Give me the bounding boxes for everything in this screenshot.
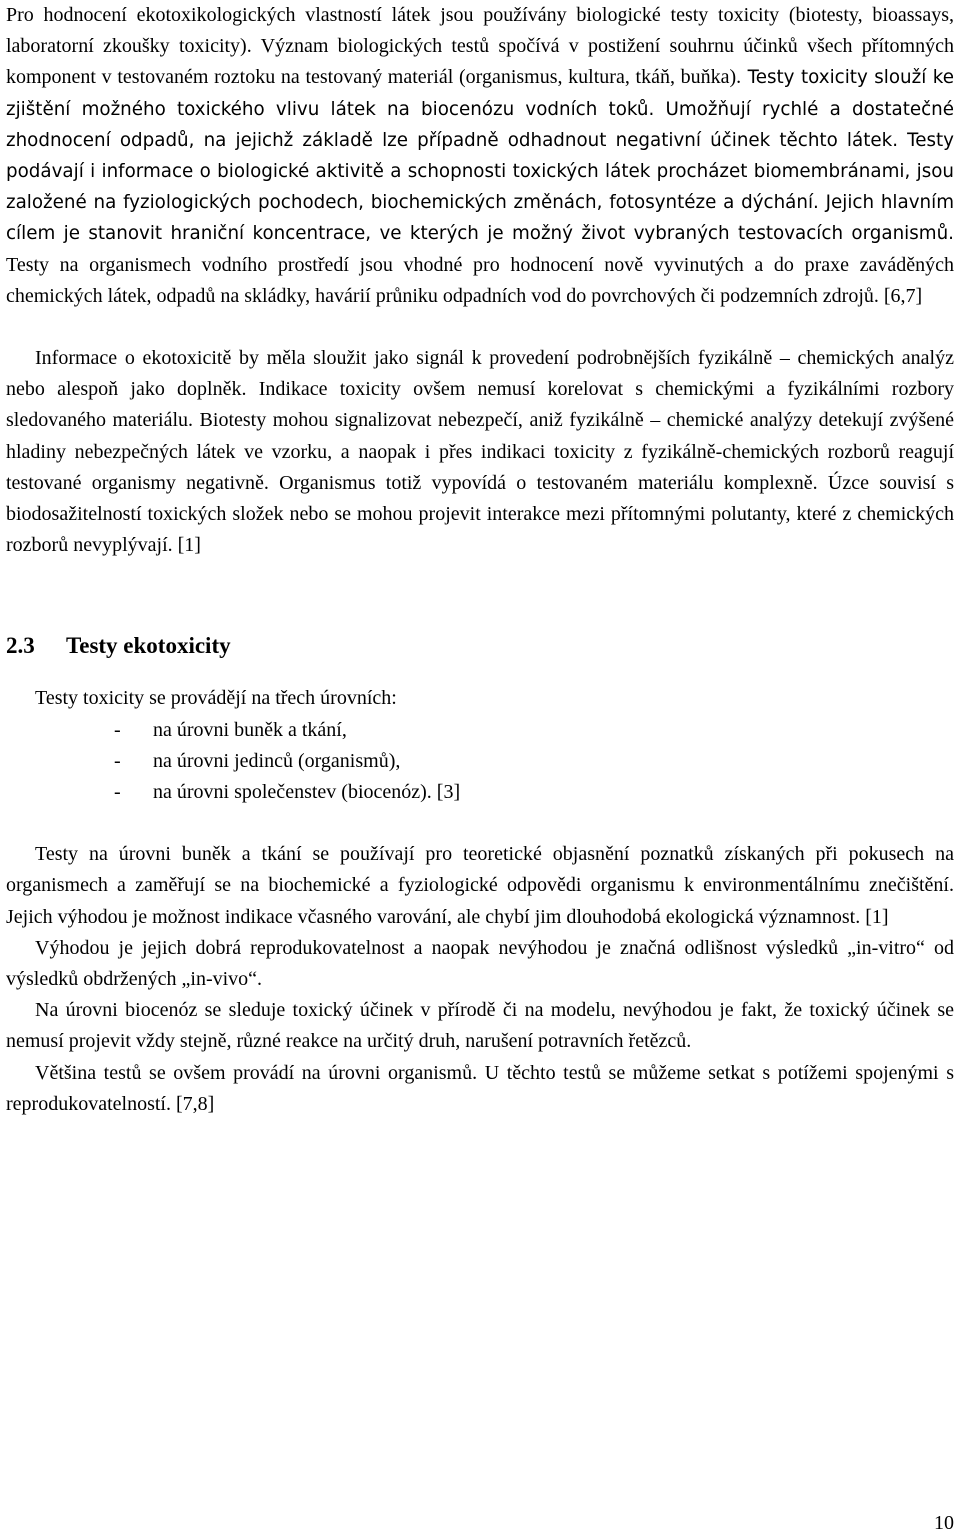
list-dash: - xyxy=(114,781,121,804)
list-item xyxy=(6,777,954,808)
paragraph-ecotoxicity-information: Informace o ekotoxicitě by měla sloužit jako signál k provedení podrobnějších fyzikálně – chemických analýz nebo alespoň jako doplněk. Indikace toxicity ovšem nemusí korelovat s chemickými a fyzikálními rozbory sledovaného materiálu. Biotesty mohou signalizovat nebezpečí, aniž fyzikálně – chemické analýzy detekují zvýšené hladiny nebezpečných látek ve vzorku, a naopak i přes indikaci toxicity z fyzikálně-chemických rozborů reagují testované organismy negativně. Organismus totiž vypovídá o testovaném materiálu komplexně. Úzce souvisí s biodosažitelností toxických složek nebo se mohou projevit interakce mezi přítomnými polutanty, které z chemických rozborů nevyplývají. [1] xyxy=(6,347,954,557)
paragraph-cell-level: Testy na úrovni buněk a tkání se používají pro teoretické objasnění poznatků získaných při pokusech na organismech a zaměřují se na biochemické a fyziologické odpovědi organismu k environmentálnímu znečištění. Jejich výhodou je možnost indikace včasného varování, ale chybí jim dlouhodobá ekologická významnost. [1] xyxy=(6,843,954,928)
levels-list xyxy=(6,715,954,809)
page-number: 10 xyxy=(934,1512,954,1534)
list-item-text: na úrovni jedinců (organismů), xyxy=(153,749,401,772)
list-item xyxy=(6,746,954,777)
list-intro: Testy toxicity se provádějí na třech úrovních: xyxy=(35,687,397,710)
paragraph-sentence-sans: Testy toxicity slouží ke zjištění možného toxického vlivu látek na biocenózu vodních toků. Umožňují rychlé a dostatečné zhodnocení odpadů, na jejichž základě lze případně odhadnout negativní účinek těchto látek. Testy podávají i informace o biologické aktivitě a schopnosti toxických látek procházet biomembránami, jsou založené na fyziologických pochodech, biochemických změnách, fotosyntéze a dýchání. Jejich hlavním cílem je stanovit hraniční koncentrace, ve kterých je možný život vybraných testovacích organismů. xyxy=(6,67,954,245)
paragraph-sentence-serif-end: Testy na organismech vodního prostředí jsou vhodné pro hodnocení nově vyvinutých a do praxe zaváděných chemických látek, odpadů na skládky, havárií průniku odpadních vod do povrchových či podzemních zdrojů. [6,7] xyxy=(6,253,954,307)
document-page xyxy=(6,0,954,1120)
section-heading xyxy=(6,630,954,661)
paragraph-advantage: Výhodou je jejich dobrá reprodukovatelnost a naopak nevýhodou je značná odlišnost výsledků „in-vitro“ od výsledků obdržených „in-vivo“. xyxy=(6,936,954,991)
paragraph-organism-level: Většina testů se ovšem provádí na úrovni organismů. U těchto testů se můžeme setkat s potížemi spojenými s reprodukovatelností. [7,8] xyxy=(6,1061,954,1115)
paragraph-spacer xyxy=(6,808,954,839)
list-dash: - xyxy=(114,749,121,772)
heading-spacer xyxy=(6,661,954,683)
paragraph-biocenosis-level: Na úrovni biocenóz se sleduje toxický účinek v přírodě či na modelu, nevýhodou je fakt, že toxický účinek se nemusí projevit vždy stejně, různé reakce na určitý druh, narušení potravních řetězců. xyxy=(6,999,954,1053)
section-spacer xyxy=(6,561,954,630)
list-item-text: na úrovni buněk a tkání, xyxy=(153,718,347,741)
list-item xyxy=(6,715,954,746)
paragraph-biotests-intro xyxy=(6,0,954,312)
list-dash: - xyxy=(114,718,121,741)
paragraph-sentence-serif: Pro hodnocení ekotoxikologických vlastností látek jsou používány biologické testy toxicity (biotesty, bioassays, laboratorní zkoušky toxicity). Význam biologických testů spočívá v postižení souhrnu účinků všech přítomných komponent v testovaném roztoku na testovaný materiál (organismus, kultura, tkáň, buňka). xyxy=(6,4,954,89)
list-item-text: na úrovni společenstev (biocenóz). [3] xyxy=(153,781,461,804)
paragraph-spacer xyxy=(6,312,954,343)
section-title: Testy ekotoxicity xyxy=(66,633,231,659)
section-number: 2.3 xyxy=(6,633,35,659)
